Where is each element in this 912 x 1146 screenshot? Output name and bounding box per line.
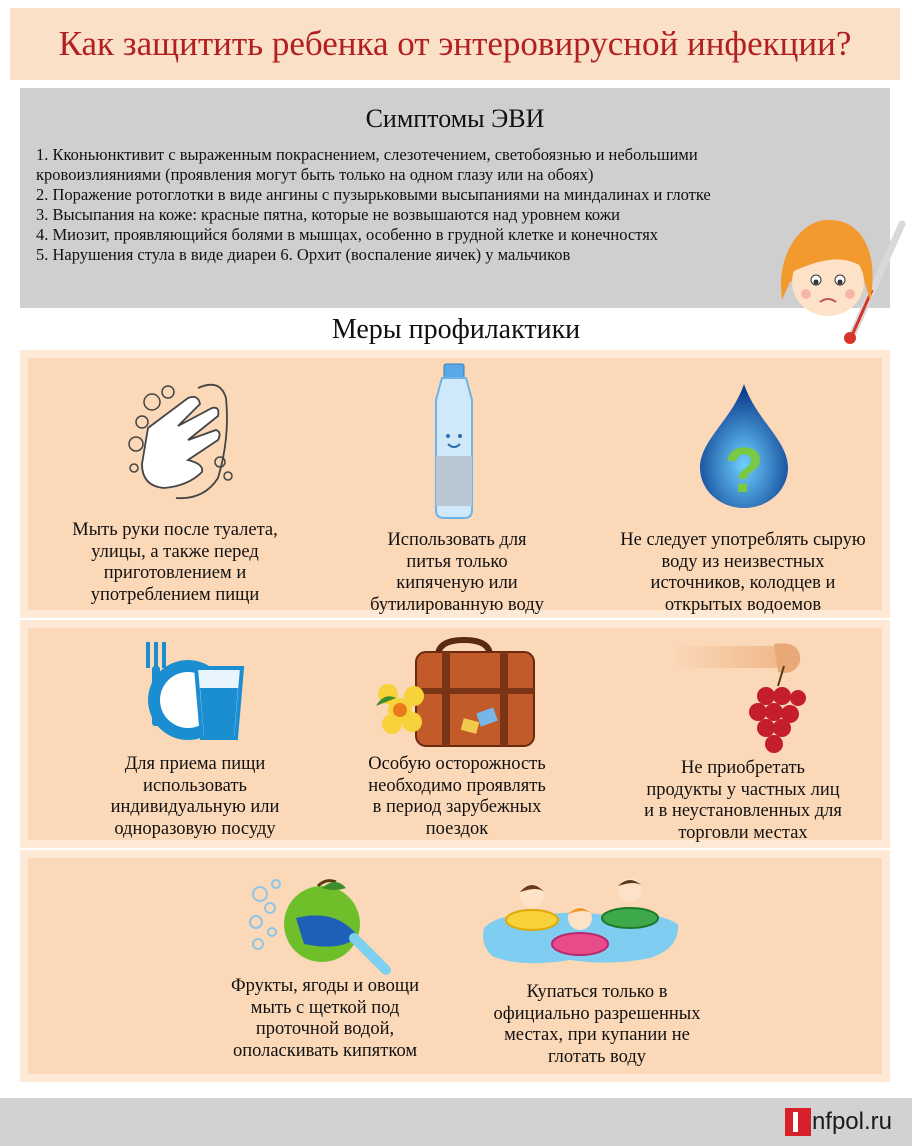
symptoms-list [36,145,876,265]
plate-glass-icon [126,638,256,748]
symptom-item: 3. Высыпания на коже: красные пятна, которые не возвышаются над уровнем кожи [36,205,620,224]
symptom-item: 4. Миозит, проявляющийся болями в мышцах, особенно в грудной клетке и конечностях [36,225,659,244]
symptom-item: 2. Поражение ротоглотки в виде ангины с пузырьковыми высыпаниями на миндалинах и глотке [36,185,711,204]
logo-mark-icon [785,1108,811,1136]
logo-text: nfpol.ru [811,1108,892,1135]
prevention-heading: Меры профилактики [331,314,581,345]
symptoms-panel [20,88,890,308]
tip-text: Не приобретать продукты у частных лиц и в неустановленных для торговли местах [644,758,842,843]
svg-text:?: ? [724,434,764,506]
tip-text: Не следует употреблять сырую воду из неизвестных источников, колодцев и открытых водоемов [620,530,866,615]
tip-text: Купаться только в официально разрешенных местах, при купании не глотать воду [493,982,701,1067]
symptom-item: кровоизлияниями (проявления могут быть только на одном глазу или на обоях) [36,165,594,184]
site-logo[interactable] [785,1106,892,1138]
grapes-icon [674,636,810,758]
water-bottle-icon [424,360,484,520]
tip-text: Особую осторожность необходимо проявлять в период зарубежных поездок [368,754,546,839]
footer-bar [0,1098,912,1146]
suitcase-icon [366,636,546,754]
symptom-item: 1. Кконьюнктивит с выраженным покраснением, слезотечением, светобоязнью и небольшими [36,145,698,164]
water-drop-question-icon [696,380,792,510]
apple-brush-icon [246,878,392,978]
prevention-row [20,620,890,848]
title-banner [10,8,900,80]
tip-text: Для приема пищи использовать индивидуальную или одноразовую посуду [110,754,280,839]
page-title: Как защитить ребенка от энтеровирусной инфекции? [58,24,852,63]
tip-text: Использовать для питья только кипяченую или бутилированную воду [370,530,544,615]
washing-hands-icon [108,368,258,508]
symptoms-heading: Симптомы ЭВИ [365,104,545,133]
tip-text: Мыть руки после туалета, улицы, а также перед приготовлением и употреблением пищи [72,520,278,605]
symptom-item: 5. Нарушения стула в виде диареи 6. Орхит (воспаление яичек) у мальчиков [36,245,571,264]
prevention-row [20,850,890,1082]
tip-text: Фрукты, ягоды и овощи мыть с щеткой под проточной водой, ополаскивать кипятком [231,976,419,1061]
prevention-row [20,350,890,618]
kids-swimming-icon [480,868,684,980]
